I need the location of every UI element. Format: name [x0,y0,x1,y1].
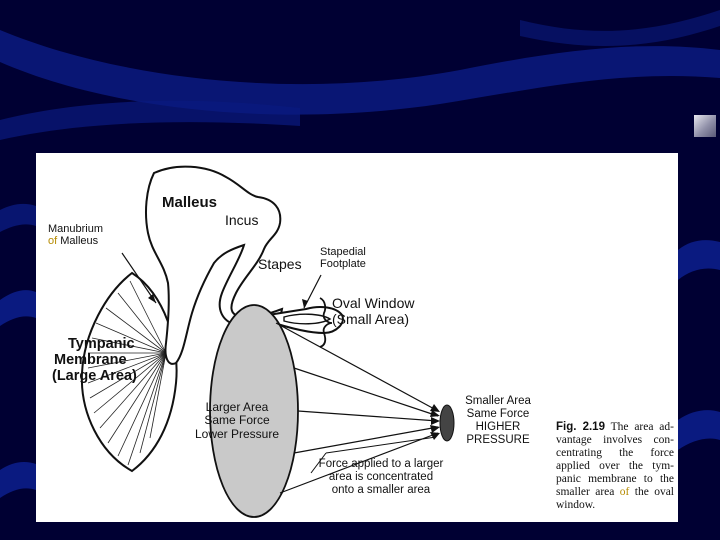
label-force-line3: onto a smaller area [331,483,431,496]
label-incus: Incus [225,212,259,228]
label-manubrium-line2 [48,235,103,247]
figure-caption [556,421,674,512]
label-stapes: Stapes [258,256,302,272]
label-force-line2: area is concentrated [328,470,434,483]
label-manubrium-malleus: Malleus [60,235,99,248]
label-tympanic-line1: Tympanic [68,336,135,352]
label-oval-window [332,296,414,327]
caption-of: of [619,485,630,498]
label-oval-line1: Oval Window [332,295,415,311]
label-tympanic-line2: Membrane [54,352,127,369]
label-manubrium [48,223,103,248]
caption-text-a: The area ad-vantage involves con-centrating the force applied over the tym-panic membrane to the smaller area [556,421,674,498]
label-stapedial-line1: Stapedial [320,246,366,258]
label-larger-line3a: Lower [194,426,228,441]
label-smaller-line3: HIGHER [475,420,521,433]
caption-fig-number: Fig. 2.19 [556,421,605,433]
label-tympanic-membrane [52,336,137,385]
label-larger-line3b: Pressure [231,426,280,441]
label-manubrium-of: of [48,235,58,248]
label-force-line1: Force applied to a larger [318,458,444,470]
label-larger-line3 [192,428,282,441]
label-stapedial-footplate [320,246,366,271]
label-larger-area [192,401,282,441]
label-larger-line2: Same Force [204,413,270,428]
bullet-square-icon [694,115,716,137]
label-larger-line1: Larger Area [205,400,269,414]
label-smaller-area [458,395,538,447]
label-stapedial-line2: Footplate [320,258,366,271]
caption-text-b: the oval window. [556,485,675,511]
smaller-area-ellipse [440,405,454,441]
label-smaller-line2: Same Force [466,407,530,420]
ear-diagram-figure [36,153,678,522]
label-malleus: Malleus [162,194,218,211]
label-oval-line2: (Small Area) [332,310,410,327]
label-smaller-line1: Smaller Area [465,395,531,407]
label-manubrium-line1: Manubrium [48,223,104,235]
label-tympanic-line3: (Large Area) [52,368,137,385]
label-force-applied [306,458,456,497]
label-smaller-line4: PRESSURE [466,433,530,446]
